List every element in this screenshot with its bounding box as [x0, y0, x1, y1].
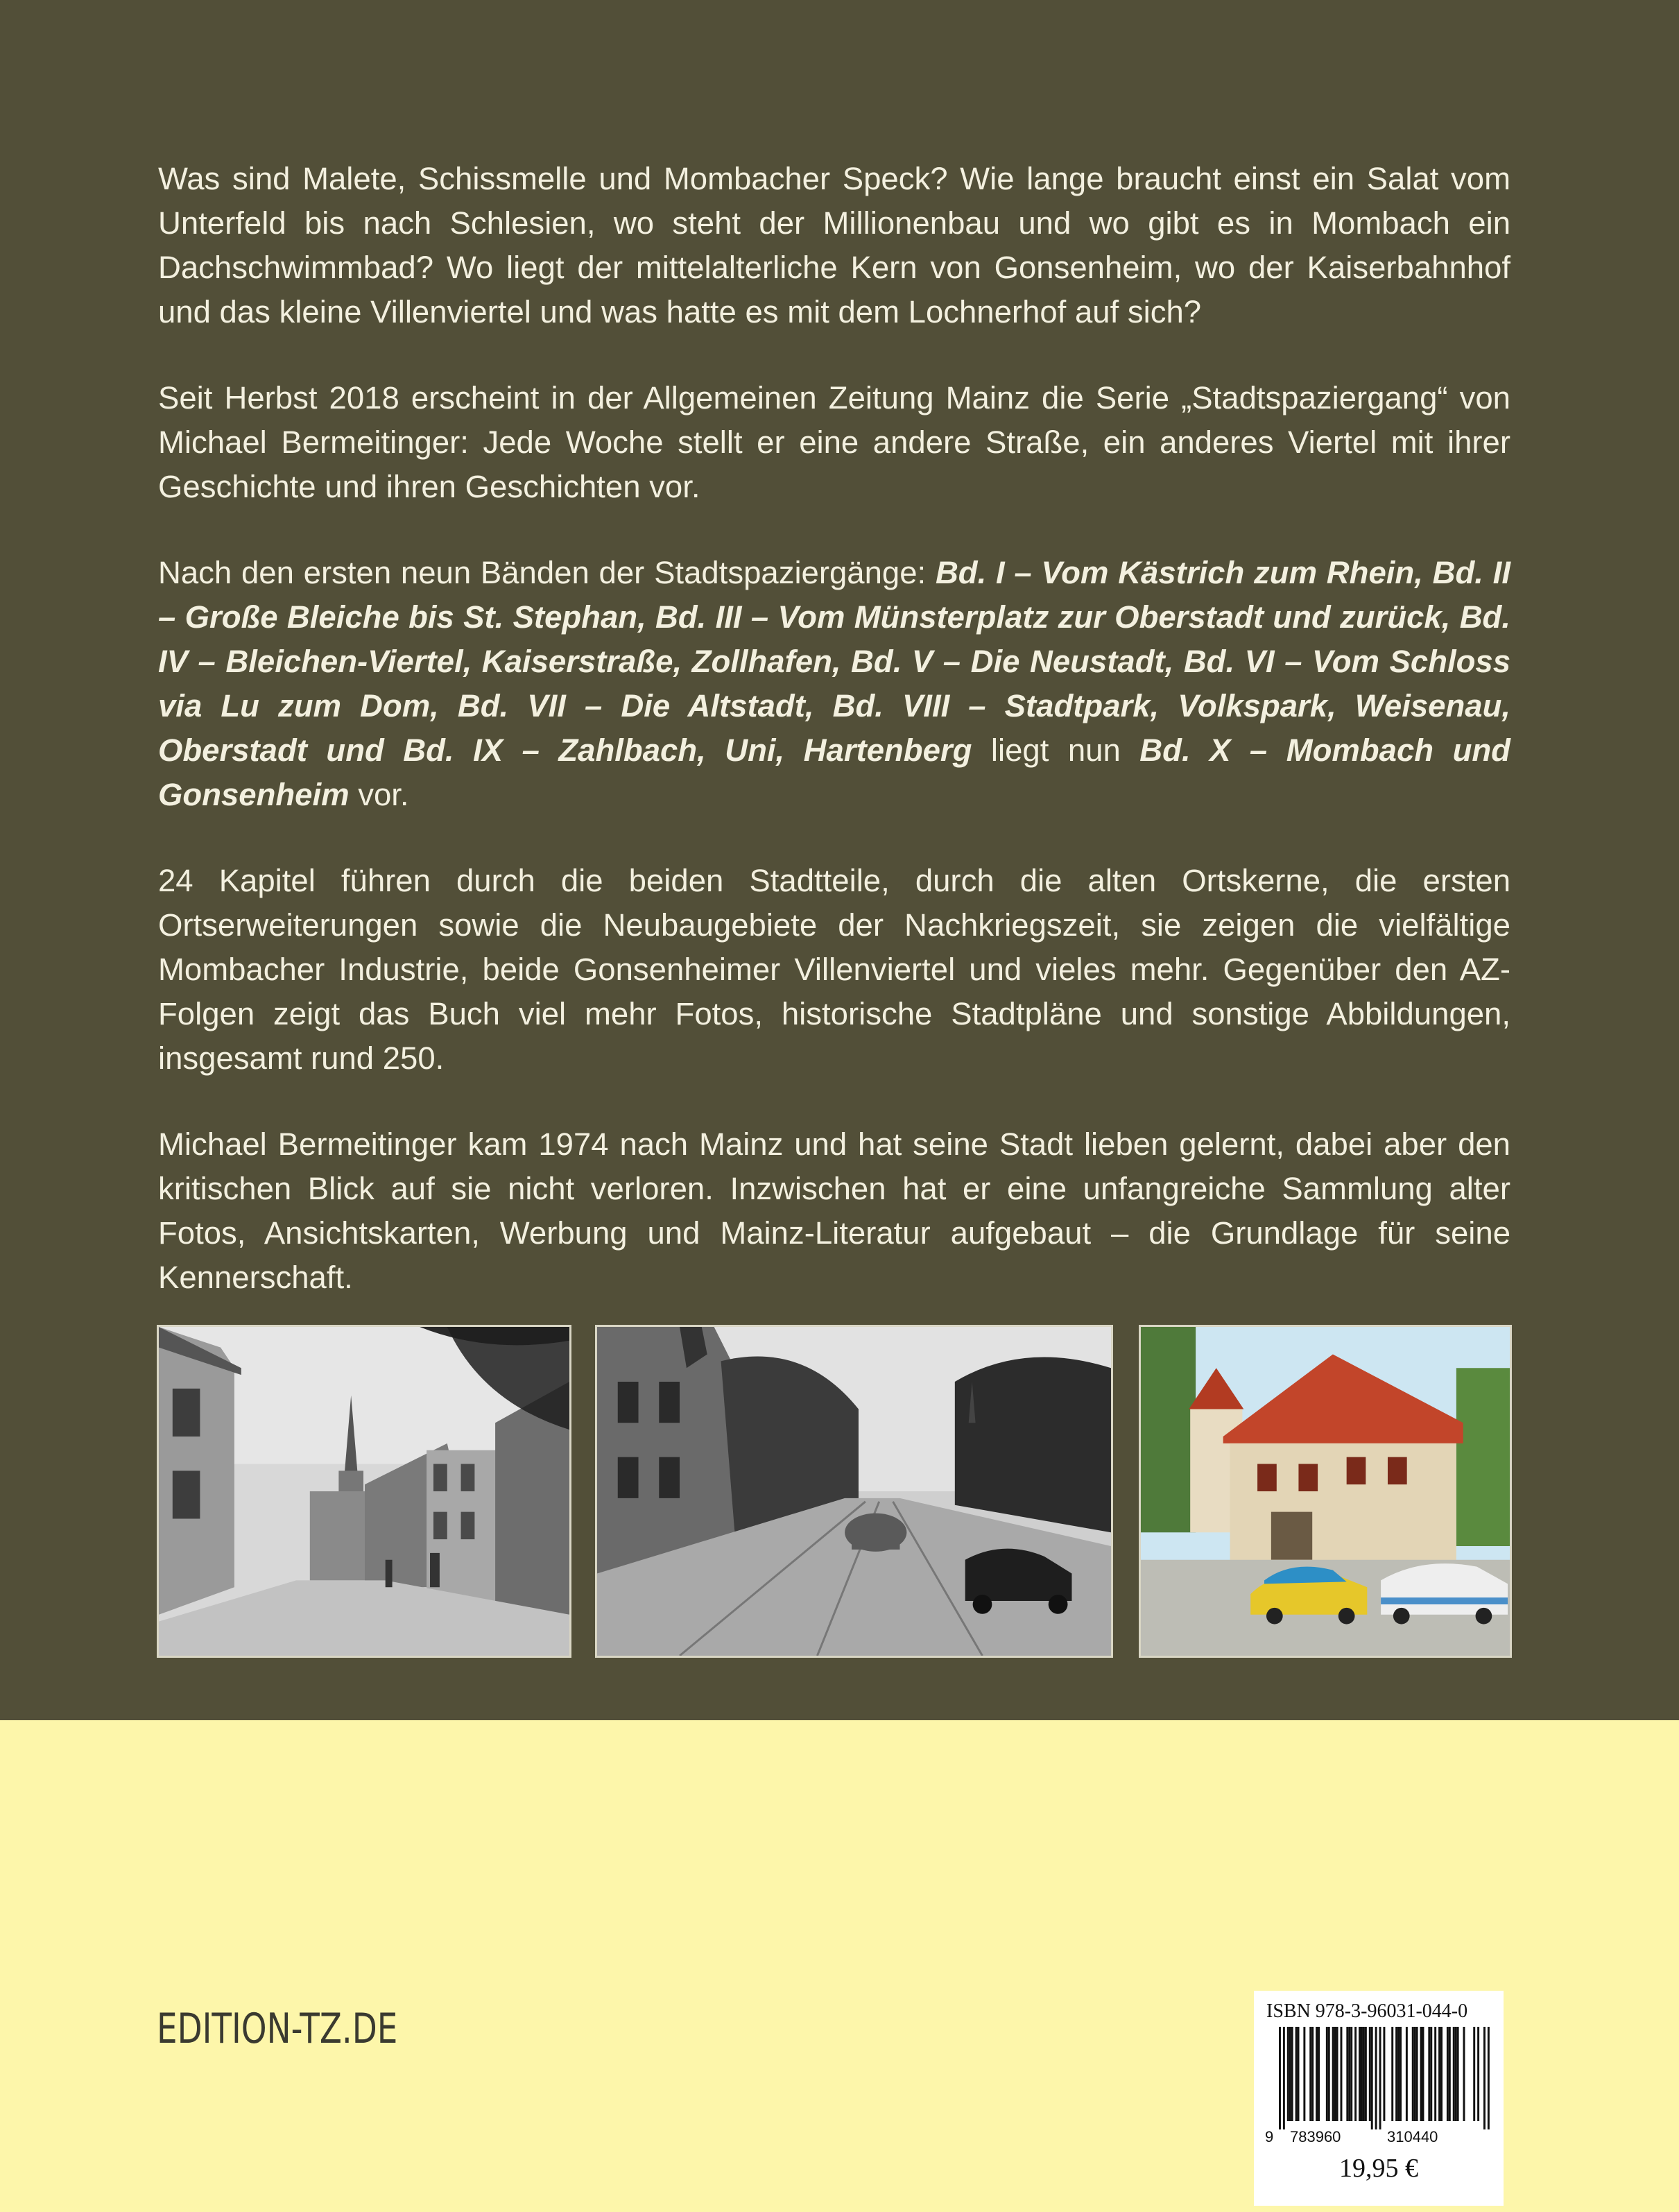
barcode-bar: [1334, 2027, 1336, 2121]
barcode-bar: [1440, 2027, 1443, 2121]
barcode-bar: [1350, 2027, 1352, 2121]
barcode-bar: [1311, 2027, 1314, 2121]
barcode-bar: [1361, 2027, 1363, 2121]
barcode-bar: [1289, 2027, 1291, 2121]
barcode-bar: [1283, 2027, 1285, 2129]
isbn-number: ISBN 978-3-96031-044-0: [1266, 2000, 1468, 2022]
barcode-bar: [1375, 2027, 1377, 2129]
barcode-bar: [1279, 2027, 1281, 2129]
author-bio-text: kam 1974 nach Mainz und hat seine Stadt lieben gelernt, dabei aber den kritischen Blick auf sie nicht verloren. Inzwischen hat er eine unfangreiche Sammlung alter Fotos, Ansichtskarten, Werbung und Mainz-Literatur aufgebaut – die Grundlage für seine Kennerschaft.: [158, 1126, 1510, 1295]
isbn-barcode-box: [1254, 1991, 1504, 2206]
barcode-bar: [1363, 2027, 1365, 2121]
barcode-bar: [1473, 2027, 1475, 2121]
barcode-bar: [1416, 2027, 1418, 2121]
barcode-bar: [1359, 2027, 1361, 2121]
barcode-bar: [1287, 2027, 1289, 2121]
volumes-end: vor.: [358, 777, 409, 812]
publisher-website: EDITION-TZ.DE: [157, 2005, 398, 2053]
blurb-paragraph-4: 24 Kapitel führen durch die beiden Stadtteile, durch die alten Ortskerne, die ersten Ortserweiterungen sowie die Neubaugebiete der Nachkriegszeit, sie zeigen die vielfältige Mombacher Industrie, beide Gonsenheimer Villenviertel und vieles mehr. Gegenüber den AZ-Folgen zeigt das Buch viel mehr Fotos, historische Stadtpläne und sonstige Abbildungen, insgesamt rund 250.: [158, 863, 1510, 1076]
photo-boulevard-cars-image: [597, 1327, 1111, 1656]
barcode-icon: [1264, 2027, 1495, 2145]
barcode-bar: [1477, 2027, 1479, 2121]
barcode-bar: [1457, 2027, 1459, 2121]
barcode-bar: [1400, 2027, 1402, 2121]
barcode-bar: [1303, 2027, 1305, 2121]
price-label: 19,95 €: [1339, 2154, 1418, 2183]
barcode-bar: [1346, 2027, 1348, 2121]
barcode-bar: [1326, 2027, 1328, 2121]
barcode-bar: [1328, 2027, 1330, 2121]
barcode-bar: [1379, 2027, 1381, 2129]
photo-villa-colour-image: [1141, 1327, 1510, 1656]
barcode-bar: [1397, 2027, 1400, 2121]
blurb-paragraph-1: Was sind Malete, Schissmelle und Mombacher Speck? Wie lange braucht einst ein Salat vom Unterfeld bis nach Schlesien, wo steht der Millionenbau und wo gibt es in Mombach ein Dachschwimmbad? Wo liegt der mittelalterliche Kern von Gonsenheim, wo der Kaiserbahnhof und das kleine Villenviertel und was hatte es mit dem Lochnerhof auf sich?: [158, 161, 1510, 329]
barcode-bar: [1348, 2027, 1350, 2121]
barcode-bar: [1463, 2027, 1465, 2121]
barcode-bar: [1455, 2027, 1457, 2121]
photo-villa-colour: [1139, 1325, 1512, 1658]
barcode-bar: [1309, 2027, 1311, 2121]
barcode-bar: [1354, 2027, 1357, 2121]
volumes-mid: liegt nun: [990, 732, 1121, 768]
barcode-bar: [1341, 2027, 1343, 2121]
author-name: Michael Bermeitinger: [158, 1126, 457, 1162]
photo-old-street-church: [157, 1325, 571, 1658]
barcode-bar: [1395, 2027, 1397, 2121]
barcode-bar: [1298, 2027, 1300, 2121]
barcode-bar: [1369, 2027, 1371, 2121]
barcode-bar: [1438, 2027, 1440, 2121]
barcode-bar: [1434, 2027, 1436, 2121]
barcode-bar: [1371, 2027, 1373, 2129]
barcode-bar: [1383, 2027, 1385, 2121]
barcode-bar: [1488, 2027, 1490, 2129]
barcode-bar: [1422, 2027, 1424, 2121]
barcode-digits: 783960: [1290, 2128, 1341, 2145]
barcode-bar: [1414, 2027, 1416, 2121]
barcode-bar: [1453, 2027, 1455, 2121]
barcode-bar: [1318, 2027, 1320, 2121]
barcode-bar: [1336, 2027, 1338, 2121]
barcode-bar: [1430, 2027, 1432, 2121]
author-bio: [158, 1122, 1510, 1300]
photo-old-street-church-image: [159, 1327, 569, 1656]
barcode-bar: [1291, 2027, 1293, 2121]
barcode-bar: [1420, 2027, 1422, 2121]
barcode-bar: [1332, 2027, 1334, 2121]
blurb-paragraph-2: Seit Herbst 2018 erscheint in der Allgemeinen Zeitung Mainz die Serie „Stadtspaziergang“ von Michael Bermeitinger: Jede Woche stellt er eine andere Straße, ein anderes Viertel mit ihrer Geschichte und ihren Geschichten vor.: [158, 380, 1510, 504]
barcode-bar: [1483, 2027, 1486, 2129]
blurb-paragraph-3: [158, 551, 1510, 817]
barcode-bar: [1391, 2027, 1393, 2121]
barcode-bar: [1365, 2027, 1367, 2121]
barcode-digits: 9: [1265, 2128, 1274, 2145]
barcode-bar: [1428, 2027, 1430, 2121]
barcode-digits: 310440: [1387, 2128, 1438, 2145]
barcode-bar: [1449, 2027, 1451, 2121]
barcode-bar: [1295, 2027, 1298, 2121]
barcode-bar: [1447, 2027, 1449, 2121]
barcode-bar: [1412, 2027, 1414, 2121]
volume-titles: Bd. I – Vom Kästrich zum Rhein, Bd. II – Große Bleiche bis St. Stephan, Bd. III – Vom Münsterplatz zur Oberstadt und zurück, Bd. IV – Bleichen-Viertel, Kaiserstraße, Zollhafen, Bd. V – Die Neustadt, Bd. VI – Vom Schloss via Lu zum Dom, Bd. VII – Die Altstadt, Bd. VIII – Stadtpark, Volkspark, Weisenau, Oberstadt und Bd. IX – Zahlbach, Uni, Hartenberg: [158, 555, 1510, 768]
barcode-bar: [1406, 2027, 1408, 2121]
blurb-text: [158, 157, 1510, 1341]
barcode-bar: [1316, 2027, 1318, 2121]
new-volume-title: Bd. X – Mombach und Gonsenheim: [158, 732, 1510, 812]
volumes-lead: Nach den ersten neun Bänden der Stadtspaziergänge:: [158, 555, 927, 590]
photo-boulevard-cars: [595, 1325, 1113, 1658]
